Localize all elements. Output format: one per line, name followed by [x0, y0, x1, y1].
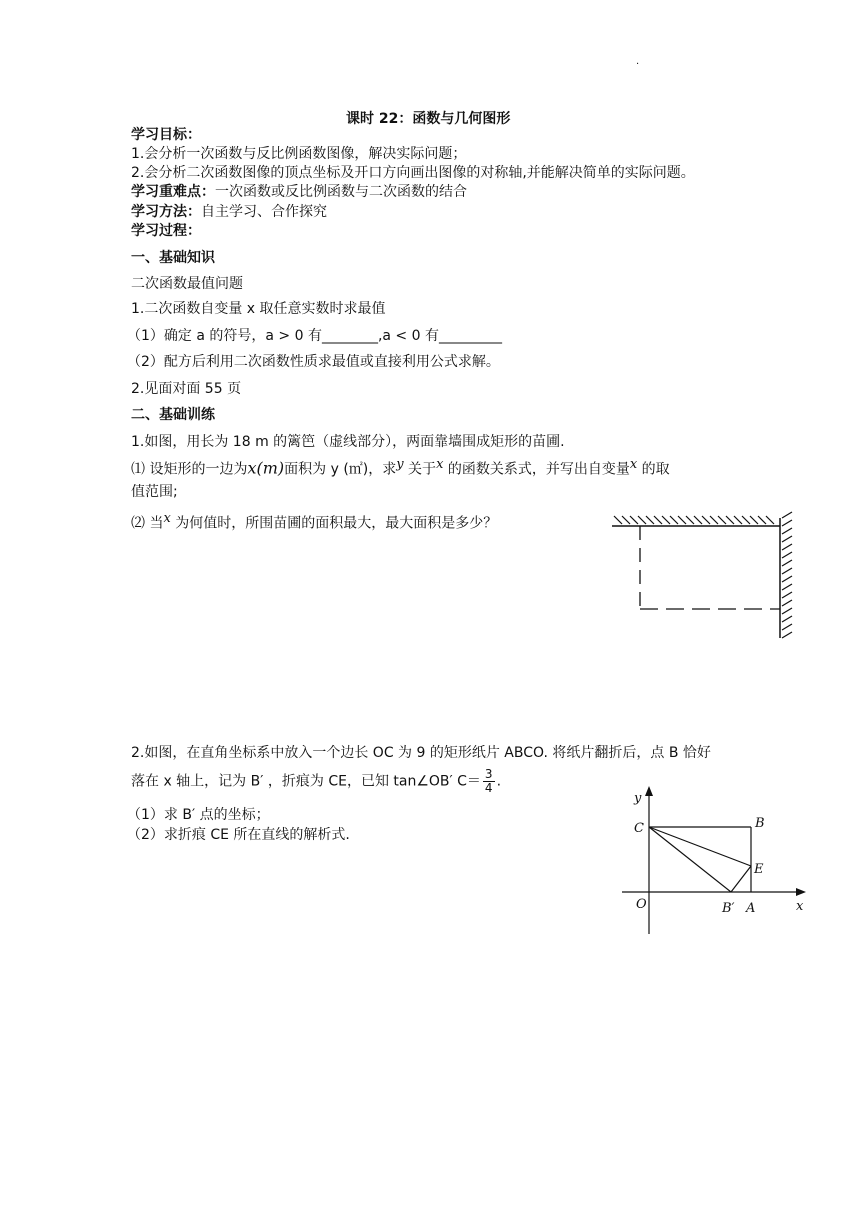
- segment-BpE: [731, 866, 751, 892]
- method: [131, 203, 327, 222]
- method-heading: 学习方法：: [131, 204, 201, 220]
- q1-part1-c: 关于: [403, 461, 437, 478]
- fence-figure: [608, 510, 798, 640]
- q1-part1: [131, 455, 670, 480]
- q1-part2-a: ⑵ 当: [131, 515, 164, 532]
- label-x: x: [796, 899, 804, 914]
- fraction-numerator: 3: [484, 767, 493, 781]
- label-C: C: [634, 821, 644, 836]
- y-axis-arrow: [645, 786, 653, 796]
- q1-x-math: x: [436, 457, 444, 472]
- fraction-denominator: 4: [484, 781, 493, 795]
- section1-line3: （2）配方后利用二次函数性质求最值或直接利用公式求解。: [127, 354, 500, 370]
- q2-stem-line2: [131, 768, 501, 795]
- q1-part1-b: 面积为 y (㎡)，求: [284, 461, 397, 478]
- header-dot: .: [636, 56, 640, 67]
- q1-xm-math: x(m): [247, 458, 285, 478]
- section1-line2: （1）确定 a 的符号，a > 0 有________,a < 0 有_________: [127, 328, 502, 344]
- label-E: E: [754, 862, 764, 877]
- label-O: O: [636, 897, 647, 912]
- objective-item-2: 2.会分析二次函数图像的顶点坐标及开口方向画出图像的对称轴,并能解决简单的实际问题。: [131, 165, 695, 181]
- x-axis-arrow: [796, 888, 806, 896]
- q2-part2: （2）求折痕 CE 所在直线的解析式.: [127, 827, 350, 843]
- section1-line1: 1.二次函数自变量 x 取任意实数时求最值: [131, 301, 386, 317]
- coordinate-figure: [618, 784, 814, 936]
- section1-heading: 一、基础知识: [131, 250, 215, 266]
- label-B: B: [755, 816, 765, 831]
- q2-fraction: [483, 768, 495, 795]
- key-points-heading: 学习重难点：: [131, 184, 215, 200]
- q1-y-math: y: [396, 457, 404, 472]
- q1-stem: 1.如图，用长为 18 m 的篱笆（虚线部分），两面靠墙围成矩形的苗圃.: [131, 434, 565, 450]
- key-points: [131, 183, 467, 202]
- section1-subheading: 二次函数最值问题: [131, 276, 243, 292]
- q1-part1-a: ⑴ 设矩形的一边为: [131, 461, 248, 478]
- section2-heading: 二、基础训练: [131, 407, 215, 423]
- segment-CBp: [649, 827, 731, 892]
- segment-CE: [649, 827, 751, 866]
- q1-part1-d: 的函数关系式，并写出自变量: [443, 461, 630, 478]
- objectives-heading: 学习目标：: [131, 127, 201, 143]
- right-wall-hatching: [782, 512, 792, 638]
- objective-item-1: 1.会分析一次函数与反比例函数图像，解决实际问题；: [131, 146, 467, 162]
- label-A: A: [746, 901, 756, 916]
- top-wall-hatching: [614, 516, 774, 524]
- page-title: 课时 22：函数与几何图形: [346, 111, 511, 127]
- key-points-text: 一次函数或反比例函数与二次函数的结合: [215, 184, 467, 200]
- label-Bprime: B′: [722, 901, 735, 916]
- q1-part2-b: 为何值时，所围苗圃的面积最大，最大面积是多少？: [170, 515, 498, 532]
- label-y: y: [634, 791, 642, 806]
- q1-x2-math: x: [629, 457, 638, 472]
- method-text: 自主学习、合作探究: [201, 204, 327, 220]
- section1-line4: 2.见面对面 55 页: [131, 381, 242, 397]
- q1-part2: [131, 509, 497, 534]
- q2-stem-line2-b: .: [496, 773, 502, 790]
- q1-part1-line2: 值范围;: [131, 484, 178, 500]
- q1-part2-x-math: x: [163, 511, 171, 526]
- q1-part1-e: 的取: [637, 461, 670, 478]
- process-heading: 学习过程：: [131, 223, 201, 239]
- q2-stem-line1: 2.如图，在直角坐标系中放入一个边长 OC 为 9 的矩形纸片 ABCO. 将纸片翻折后，点 B 恰好: [131, 745, 711, 761]
- q2-part1: （1）求 B′ 点的坐标；: [127, 807, 270, 823]
- q2-stem-line2-a: 落在 x 轴上，记为 B′ ，折痕为 CE，已知 tan∠OB′ C＝: [131, 773, 481, 790]
